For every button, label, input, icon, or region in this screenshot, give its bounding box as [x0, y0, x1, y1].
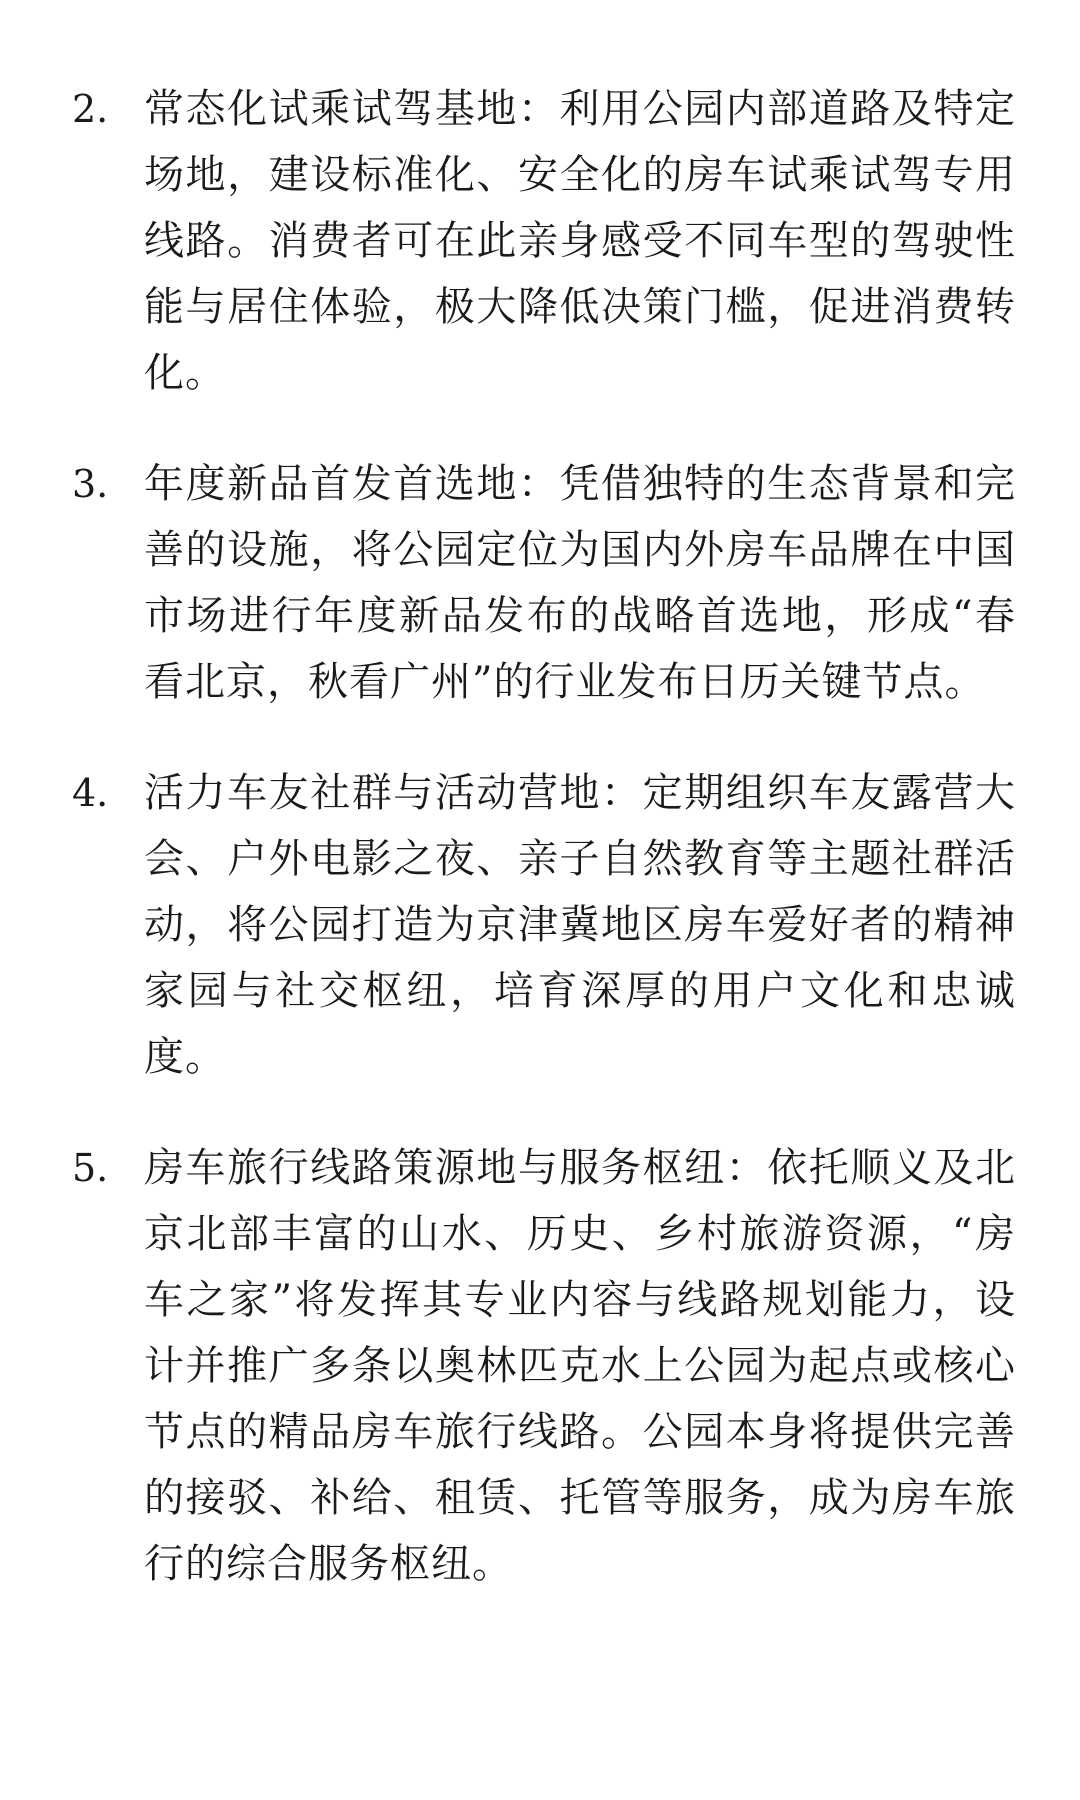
item-text: 年度新品首发首选地：凭借独特的生态背景和完善的设施，将公园定位为国内外房车品牌在中国市场进行年度新品发布的战略首选地，形成“春看北京，秋看广州”的行业发布日历关键节点。 — [144, 461, 1016, 705]
list-item — [0, 76, 1080, 406]
item-text: 房车旅行线路策源地与服务枢纽：依托顺义及北京北部丰富的山水、历史、乡村旅游资源，“房车之家”将发挥其专业内容与线路规划能力，设计并推广多条以奥林匹克水上公园为起点或核心节点的精品房车旅行线路。公园本身将提供完善的接驳、补给、租赁、托管等服务，成为房车旅行的综合服务枢纽。 — [144, 1145, 1016, 1587]
list-item — [0, 1135, 1080, 1597]
item-text: 活力车友社群与活动营地：定期组织车友露营大会、户外电影之夜、亲子自然教育等主题社群活动，将公园打造为京津冀地区房车爱好者的精神家园与社交枢纽，培育深厚的用户文化和忠诚度。 — [144, 770, 1016, 1080]
item-number: 2. — [72, 87, 109, 131]
numbered-list — [0, 76, 1080, 1642]
item-number: 3. — [72, 462, 109, 506]
item-number: 4. — [72, 771, 109, 815]
list-item — [0, 451, 1080, 715]
item-text: 常态化试乘试驾基地：利用公园内部道路及特定场地，建设标准化、安全化的房车试乘试驾专用线路。消费者可在此亲身感受不同车型的驾驶性能与居住体验，极大降低决策门槛，促进消费转化。 — [144, 86, 1016, 396]
list-item — [0, 760, 1080, 1090]
item-number: 5. — [72, 1146, 109, 1190]
